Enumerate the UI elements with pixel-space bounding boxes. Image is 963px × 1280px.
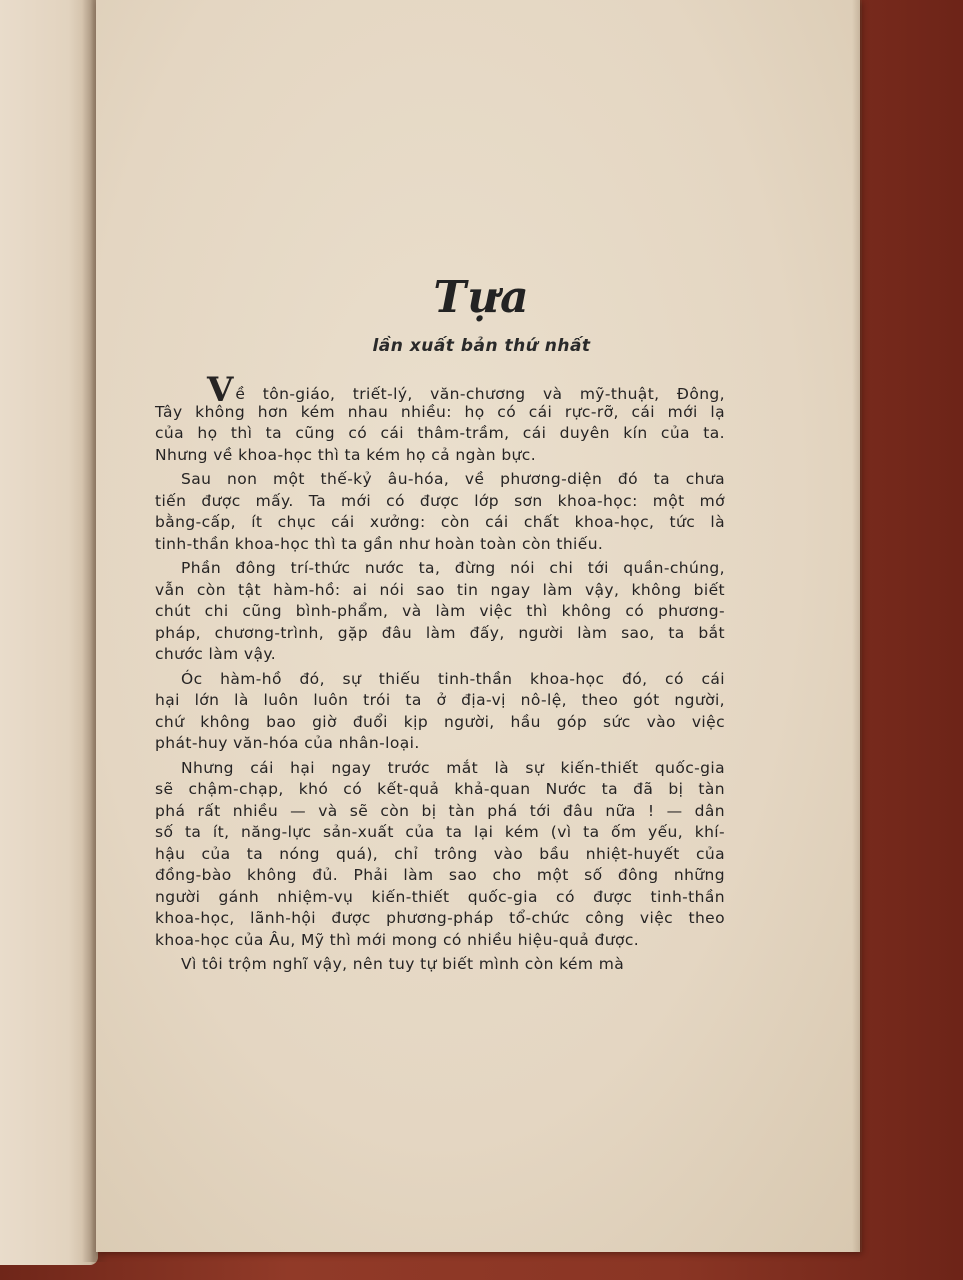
text-line: pháp, chương-trình, gặp đâu làm đấy, người làm sao, ta bắt <box>155 623 725 642</box>
paragraph <box>155 558 725 666</box>
text-line: vẫn còn tật hàm-hồ: ai nói sao tin ngay làm vậy, không biết <box>155 580 725 599</box>
text-line-content: ề tôn-giáo, triết-lý, văn-chương và mỹ-thuật, Đông, <box>235 385 725 403</box>
paragraph <box>155 370 725 466</box>
text-line: bằng-cấp, ít chục cái xưởng: còn cái chất khoa-học, tức là <box>155 513 725 531</box>
text-line: chước làm vậy. <box>155 645 277 663</box>
text-line: chứ không bao giờ đuổi kịp người, hầu góp sức vào việc <box>155 712 725 731</box>
page-title: Tựa <box>433 272 530 323</box>
text-line: khoa-học của Âu, Mỹ thì mới mong có nhiều hiệu-quả được. <box>155 930 640 949</box>
preface-body <box>155 370 725 979</box>
text-line: Tây không hơn kém nhau nhiều: họ có cái rực-rỡ, cái mới lạ <box>155 402 725 421</box>
text-line: chút chi cũng bình-phẩm, và làm việc thì không có phương- <box>155 602 725 620</box>
text-line: của họ thì ta cũng có cái thâm-trầm, cái duyên kín của ta. <box>155 424 725 442</box>
text-line: phát-huy văn-hóa của nhân-loại. <box>155 734 420 752</box>
text-line: Sau non một thế-kỷ âu-hóa, về phương-diện đó ta chưa <box>181 470 725 488</box>
text-line: Nhưng về khoa-học thì ta kém họ cả ngàn bực. <box>155 445 537 464</box>
text-line: khoa-học, lãnh-hội được phương-pháp tổ-chức công việc theo <box>155 909 725 927</box>
text-line: Phần đông trí-thức nước ta, đừng nói chi tới quần-chúng, <box>181 559 725 577</box>
drop-cap: V <box>207 370 234 410</box>
text-line: phá rất nhiều — và sẽ còn bị tàn phá tới đâu nữa ! — dân <box>155 801 725 820</box>
text-line: đồng-bào không đủ. Phải làm sao cho một số đông những <box>155 866 725 884</box>
text-line: tiến được mấy. Ta mới có được lớp sơn khoa-học: một mớ <box>155 491 725 510</box>
page-edge-shadow <box>852 0 862 1252</box>
text-line: hậu của ta nóng quá), chỉ trông vào bầu nhiệt-huyết của <box>155 844 725 863</box>
text-line: Nhưng cái hại ngay trước mắt là sự kiến-thiết quốc-gia <box>181 758 725 777</box>
paragraph <box>155 954 725 976</box>
text-line <box>155 370 725 410</box>
text-line: hại lớn là luôn luôn trói ta ở địa-vị nô-lệ, theo gót người, <box>155 691 725 709</box>
page-subtitle: lần xuất bản thứ nhất <box>372 336 591 356</box>
text-line: sẽ chậm-chạp, khó có kết-quả khả-quan Nước ta đã bị tàn <box>155 780 725 798</box>
paragraph <box>155 758 725 952</box>
text-line: Óc hàm-hồ đó, sự thiếu tinh-thần khoa-học đó, có cái <box>181 669 725 688</box>
paragraph <box>155 469 725 555</box>
text-line: tinh-thần khoa-học thì ta gần như hoàn toàn còn thiếu. <box>155 534 604 553</box>
text-line: số ta ít, năng-lực sản-xuất của ta lại kém (vì ta ốm yếu, khí- <box>155 823 725 841</box>
text-line: Vì tôi trộm nghĩ vậy, nên tuy tự biết mình còn kém mà <box>181 955 625 973</box>
text-line: người gánh nhiệm-vụ kiến-thiết quốc-gia có được tinh-thần <box>155 887 725 906</box>
paragraph <box>155 669 725 755</box>
